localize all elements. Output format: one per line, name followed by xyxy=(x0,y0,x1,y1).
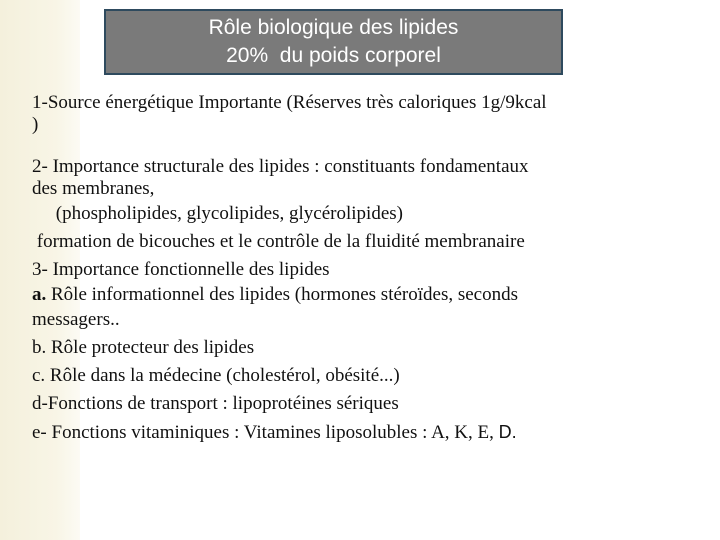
energy-source-line-1: 1-Source énergétique Importante (Réserves très caloriques 1g/9kcal xyxy=(32,92,547,113)
title-box xyxy=(104,9,563,75)
structural-line-4: formation de bicouches et le contrôle de la fluidité membranaire xyxy=(32,231,525,252)
informational-role-line-1 xyxy=(32,284,692,306)
structural-line-3: (phospholipides, glycolipides, glycérolipides) xyxy=(32,203,403,224)
informational-role-prefix: a. xyxy=(32,284,47,305)
title-line-2: 20% du poids corporel xyxy=(226,44,441,67)
energy-source-line-2: ) xyxy=(32,114,39,135)
structural-line-1: 2- Importance structurale des lipides : constituants fondamentaux xyxy=(32,156,529,177)
protective-role: b. Rôle protecteur des lipides xyxy=(32,337,255,358)
structural-line-2: des membranes, xyxy=(32,178,155,199)
transport-functions: d-Fonctions de transport : lipoprotéines sériques xyxy=(32,393,399,414)
vitamin-functions-text: e- Fonctions vitaminiques : Vitamines liposolubles : A, K, E, xyxy=(32,422,499,443)
informational-role-text: Rôle informationnel des lipides (hormones stéroïdes, seconds xyxy=(46,284,518,305)
functional-importance: 3- Importance fonctionnelle des lipides xyxy=(32,259,330,280)
vitamin-functions xyxy=(32,418,692,447)
spacer xyxy=(32,136,692,156)
vitamin-d-label: D. xyxy=(498,422,517,442)
informational-role-line-2: messagers.. xyxy=(32,309,120,330)
medicine-role: c. Rôle dans la médecine (cholestérol, obésité...) xyxy=(32,365,400,386)
title-line-1: Rôle biologique des lipides xyxy=(208,16,459,39)
slide-content xyxy=(32,92,692,447)
